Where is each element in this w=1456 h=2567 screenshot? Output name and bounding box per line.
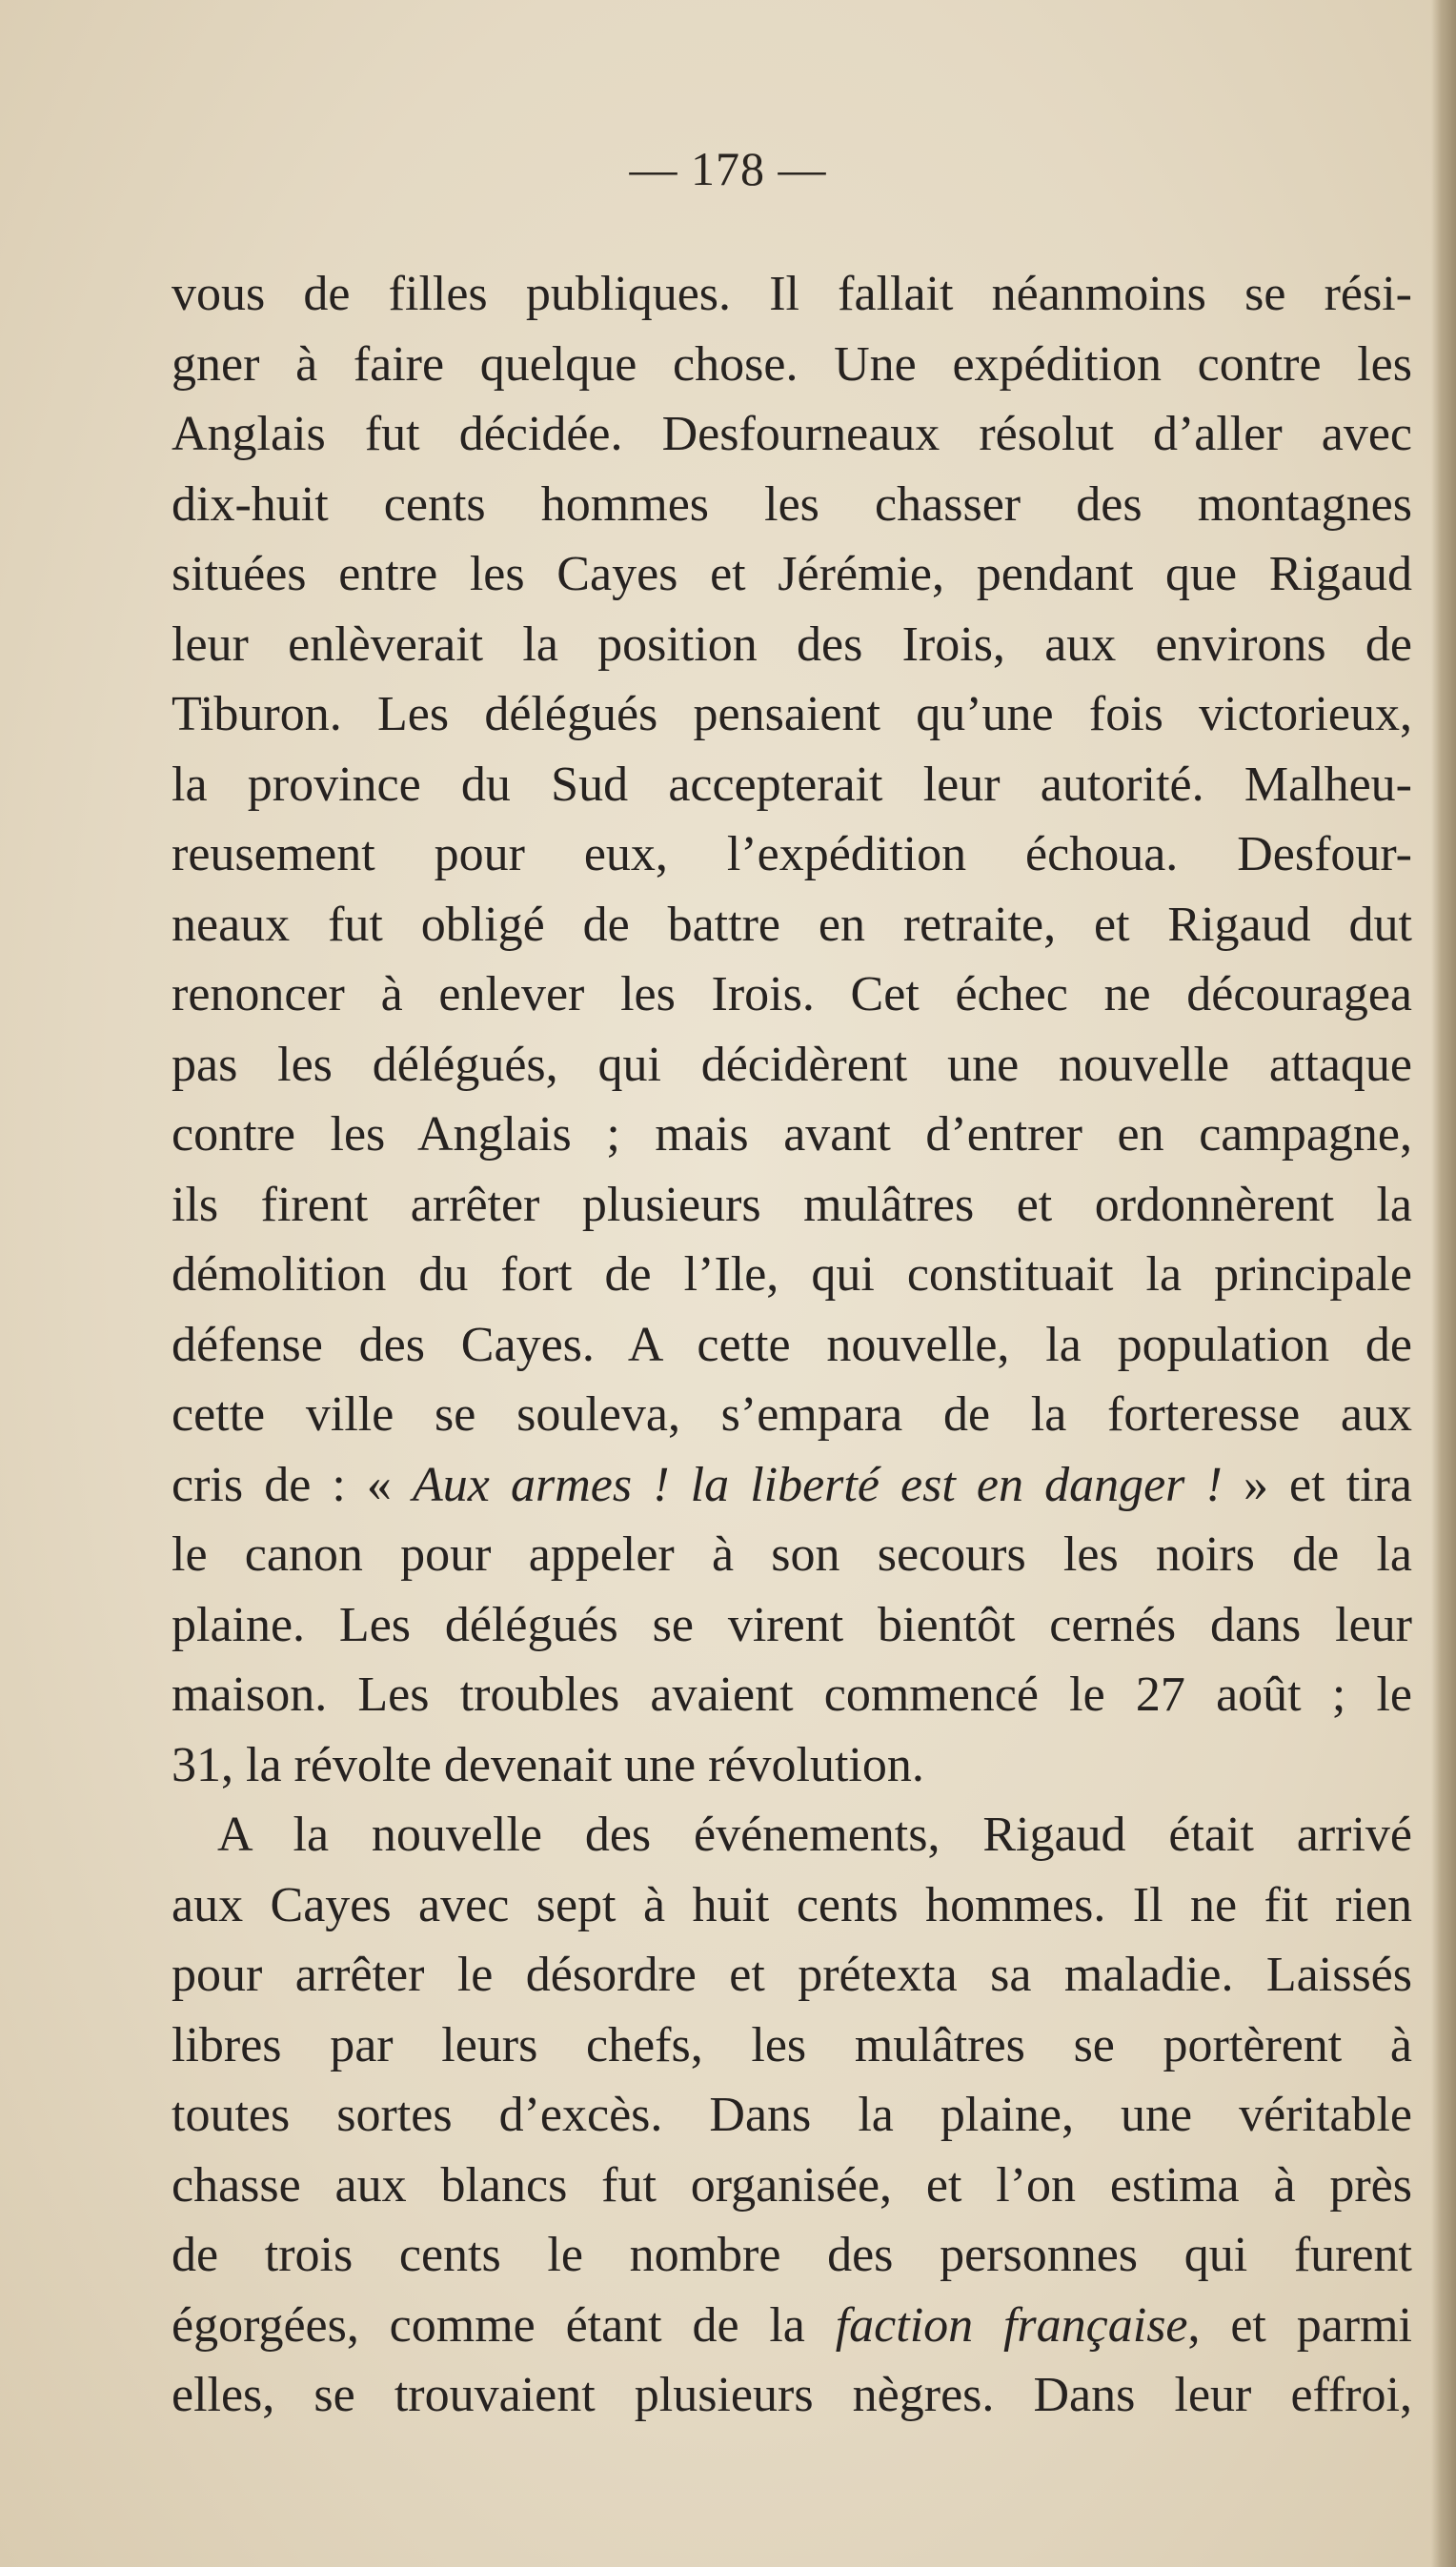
italic-quote: Aux armes ! la liberté est en danger ! <box>413 1457 1223 1512</box>
text-line: situées entre les Cayes et Jérémie, pendant que Rigaud <box>172 547 1412 601</box>
text-line: défense des Cayes. A cette nouvelle, la population de <box>172 1317 1412 1372</box>
page-number: — 178 — <box>629 142 827 195</box>
text-segment: » et tira <box>1222 1457 1412 1512</box>
text-line: plaine. Les délégués se virent bientôt cernés dans leur <box>172 1597 1412 1652</box>
italic-phrase: faction française <box>835 2297 1188 2353</box>
text-line: Anglais fut décidée. Desfourneaux résolut d’aller avec <box>172 407 1412 461</box>
text-line-with-italic <box>172 1450 1412 1521</box>
page-edge <box>1431 0 1456 2567</box>
text-line: toutes sortes d’excès. Dans la plaine, une véritable <box>172 2088 1412 2142</box>
text-line: dix-huit cents hommes les chasser des montagnes <box>172 476 1412 532</box>
text-line: de trois cents le nombre des personnes qui furent <box>172 2228 1412 2282</box>
text-line: reusement pour eux, l’expédition échoua. Desfour- <box>172 827 1412 881</box>
text-line: renoncer à enlever les Irois. Cet échec ne découragea <box>172 967 1412 1021</box>
text-line: elles, se trouvaient plusieurs nègres. Dans leur effroi, <box>172 2368 1412 2422</box>
text-line: contre les Anglais ; mais avant d’entrer en campagne, <box>172 1107 1412 1162</box>
text-line: pour arrêter le désordre et prétexta sa maladie. Laissés <box>172 1948 1412 2002</box>
text-line: la province du Sud accepterait leur autorité. Malheu- <box>172 757 1412 812</box>
text-line: Tiburon. Les délégués pensaient qu’une fois victorieux, <box>172 687 1412 741</box>
text-line: cette ville se souleva, s’empara de la forteresse aux <box>172 1387 1412 1442</box>
paragraph-start-line: A la nouvelle des événements, Rigaud était arrivé <box>217 1808 1412 1862</box>
text-line: 31, la révolte devenait une révolution. <box>172 1737 924 1792</box>
text-segment: cris de : « <box>172 1457 414 1512</box>
text-line: gner à faire quelque chose. Une expédition contre les <box>172 336 1412 392</box>
text-segment: , et parmi <box>1187 2297 1412 2353</box>
text-segment: égorgées, comme étant de la <box>172 2297 836 2353</box>
text-line: libres par leurs chefs, les mulâtres se portèrent à <box>172 2017 1412 2072</box>
text-line-with-italic <box>172 2291 1412 2361</box>
text-line: chasse aux blancs fut organisée, et l’on estima à près <box>172 2157 1412 2213</box>
text-line: maison. Les troubles avaient commencé le 27 août ; le <box>172 1668 1412 1722</box>
text-line: neaux fut obligé de battre en retraite, et Rigaud dut <box>172 897 1412 952</box>
body-text <box>172 259 1412 2431</box>
text-line: le canon pour appeler à son secours les noirs de la <box>172 1527 1412 1582</box>
text-line: aux Cayes avec sept à huit cents hommes. Il ne fit rien <box>172 1877 1412 1932</box>
text-line: pas les délégués, qui décidèrent une nouvelle attaque <box>172 1037 1412 1092</box>
text-line: leur enlèverait la position des Irois, aux environs de <box>172 616 1412 672</box>
text-line: ils firent arrêter plusieurs mulâtres et ordonnèrent la <box>172 1177 1412 1232</box>
text-line: démolition du fort de l’Ile, qui constituait la principale <box>172 1247 1412 1302</box>
text-line: vous de filles publiques. Il fallait néanmoins se rési- <box>172 267 1412 321</box>
